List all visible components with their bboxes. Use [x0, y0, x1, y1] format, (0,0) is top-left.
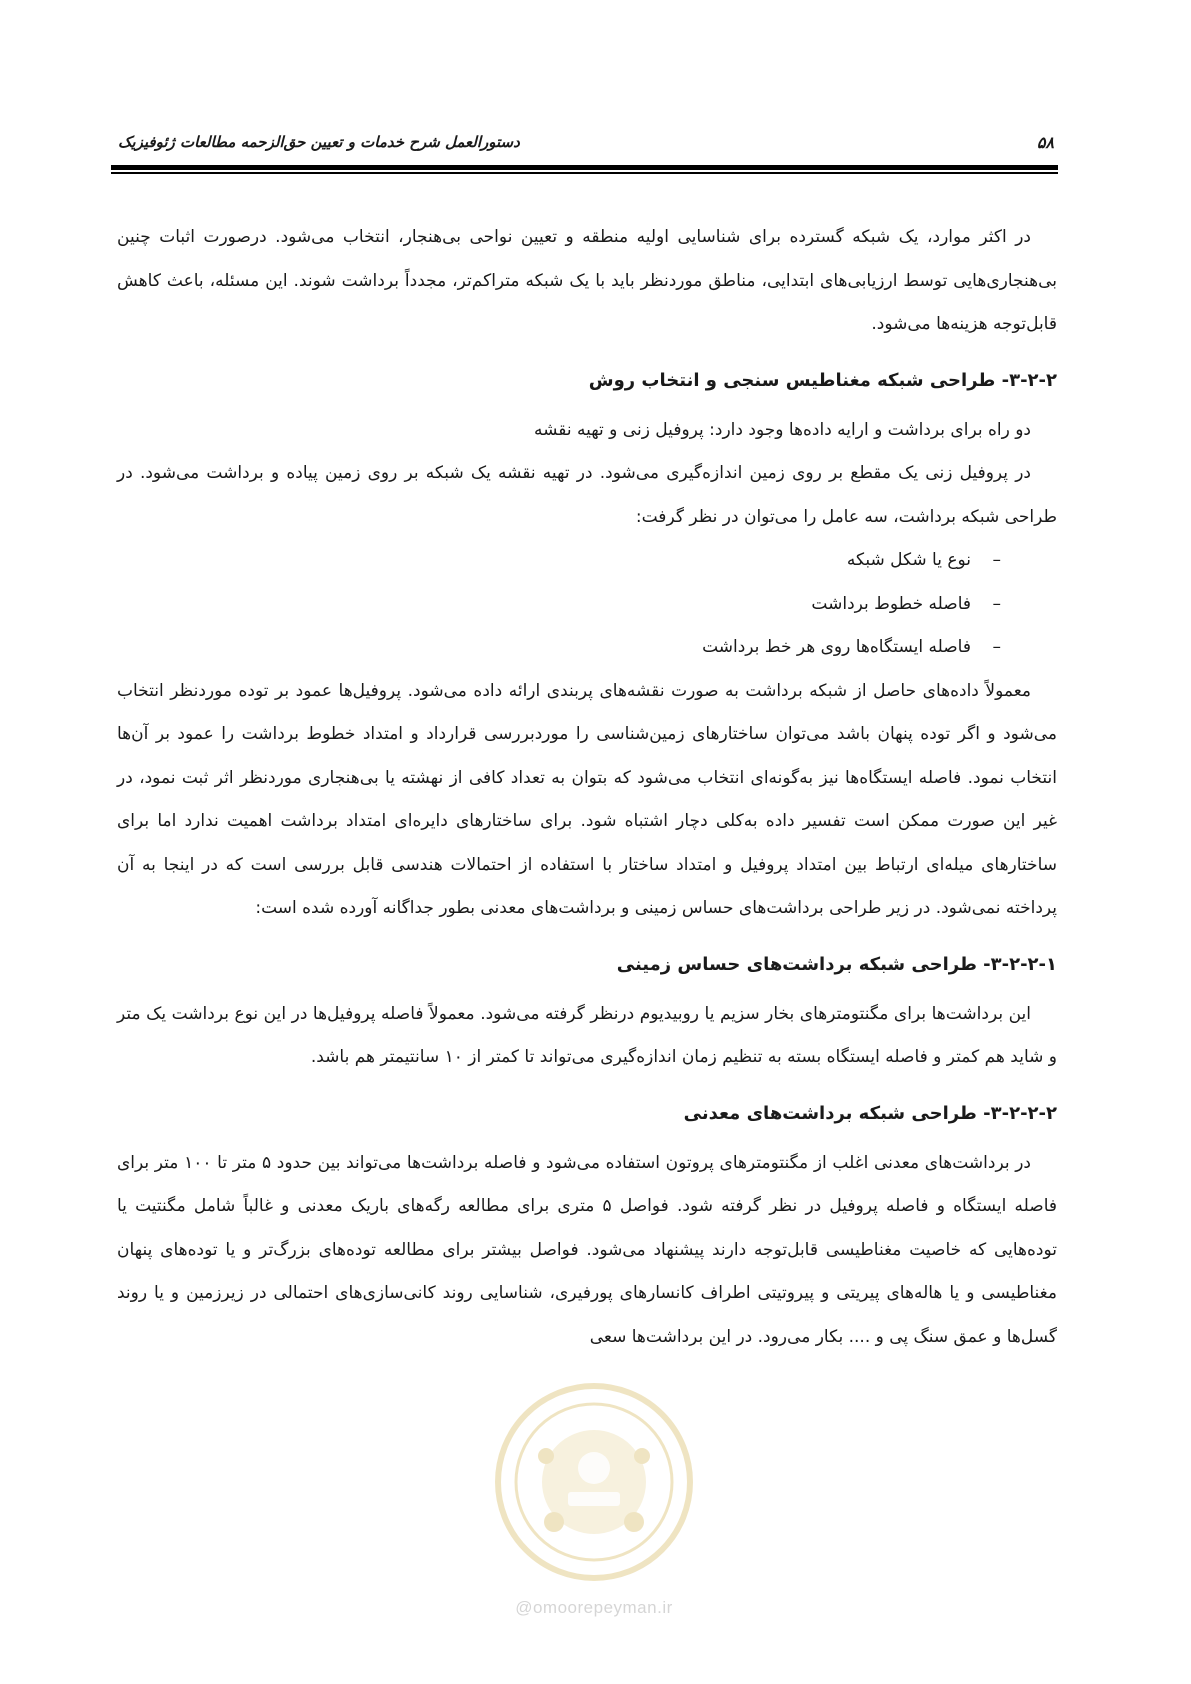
subsection-heading: ۳-۲-۲-۱- طراحی شبکه برداشت‌های حساس زمینی: [616, 953, 1057, 975]
seal-icon: [484, 1372, 704, 1592]
bullet-list: [117, 539, 1057, 670]
bullet-item: – فاصله خطوط برداشت: [117, 583, 1001, 627]
watermark-logo: [484, 1372, 704, 1632]
bullet-item: – فاصله ایستگاه‌ها روی هر خط برداشت: [117, 626, 1001, 670]
paragraph: دو راه برای برداشت و ارایه داده‌ها وجود دارد: پروفیل زنی و تهیه نقشه: [533, 419, 1031, 440]
header-rule-thin: [111, 172, 1058, 174]
page-number: ۵۸: [1036, 132, 1054, 152]
paragraph: این برداشت‌ها برای مگنتومترهای بخار سزیم یا روبیدیوم درنظر گرفته می‌شود. معمولاً فاصله پروفیل‌ها در این نوع برداشت یک متر و شاید هم کمتر و فاصله ایستگاه بسته به تنظیم زمان اندازه‌گیری می‌تواند تا کمتر از ۱۰ سانتیمتر هم باشد.: [117, 1003, 1057, 1067]
watermark-url: @omoorepeyman.ir: [515, 1598, 673, 1617]
section-heading: ۳-۲-۲- طراحی شبکه مغناطیس سنجی و انتخاب روش: [588, 369, 1057, 391]
bullet-item: – نوع یا شکل شبکه: [117, 539, 1001, 583]
header-rule-thick: [111, 165, 1058, 170]
paragraph: در اکثر موارد، یک شبکه گسترده برای شناسایی اولیه منطقه و تعیین نواحی بی‌هنجار، انتخاب می‌شود. درصورت اثبات چنین بی‌هنجاری‌هایی توسط ارزیابی‌های ابتدایی، مناطق موردنظر باید با یک شبکه متراکم‌تر، مجدداً برداشت شوند. این مسئله، باعث کاهش قابل‌توجه هزینه‌ها می‌شود.: [117, 227, 1057, 334]
page-header: [118, 128, 1054, 156]
subsection-heading: ۳-۲-۲-۲- طراحی شبکه برداشت‌های معدنی: [683, 1102, 1057, 1124]
body-content: [117, 216, 1057, 1359]
paragraph: در پروفیل زنی یک مقطع بر روی زمین اندازه‌گیری می‌شود. در تهیه نقشه یک شبکه بر روی زمین پیاده و برداشت می‌شود. در طراحی شبکه برداشت، سه عامل را می‌توان در نظر گرفت:: [117, 463, 1057, 527]
paragraph: معمولاً داده‌های حاصل از شبکه برداشت به صورت نقشه‌های پربندی ارائه داده می‌شود. پروفیل‌ها عمود بر توده موردنظر انتخاب می‌شود و اگر توده پنهان باشد می‌توان ساختارهای زمین‌شناسی را موردبررسی قرارداد و امتداد خطوط برداشت را عمود بر آن‌ها انتخاب نمود. فاصله ایستگاه‌ها نیز به‌گونه‌ای انتخاب می‌شود که بتوان به تعداد کافی از نهشته یا بی‌هنجاری موردنظر اثر ثبت نمود، در غیر این صورت ممکن است تفسیر داده به‌کلی دچار اشتباه شود. برای ساختارهای دایره‌ای امتداد برداشت اهمیت ندارد اما برای ساختارهای میله‌ای ارتباط بین امتداد پروفیل و امتداد ساختار با استفاده از احتمالات هندسی قابل بررسی است که در اینجا به آن پرداخته نمی‌شود. در زیر طراحی برداشت‌های حساس زمینی و برداشت‌های معدنی بطور جداگانه آورده شده است:: [117, 680, 1057, 918]
running-title: دستورالعمل شرح خدمات و تعیین حق‌الزحمه مطالعات ژئوفیزیک: [118, 133, 520, 151]
paragraph: در برداشت‌های معدنی اغلب از مگنتومترهای پروتون استفاده می‌شود و فاصله برداشت‌ها می‌تواند بین حدود ۵ متر تا ۱۰۰ متر برای فاصله ایستگاه و فاصله پروفیل در نظر گرفته شود. فواصل ۵ متری برای مطالعه رگه‌های باریک معدنی و غالباً شامل مگنتیت یا توده‌هایی که خاصیت مغناطیسی قابل‌توجه دارند پیشنهاد می‌شود. فواصل بیشتر برای مطالعه توده‌های بزرگ‌تر و یا توده‌های پنهان مغناطیسی و یا هاله‌های پیریتی و پیروتیتی اطراف کانسارهای پورفیری، شناسایی روند کانی‌سازی‌های احتمالی در زیرزمین و یا روند گسل‌ها و عمق سنگ پی و .... بکار می‌رود. در این برداشت‌ها سعی: [117, 1152, 1057, 1347]
